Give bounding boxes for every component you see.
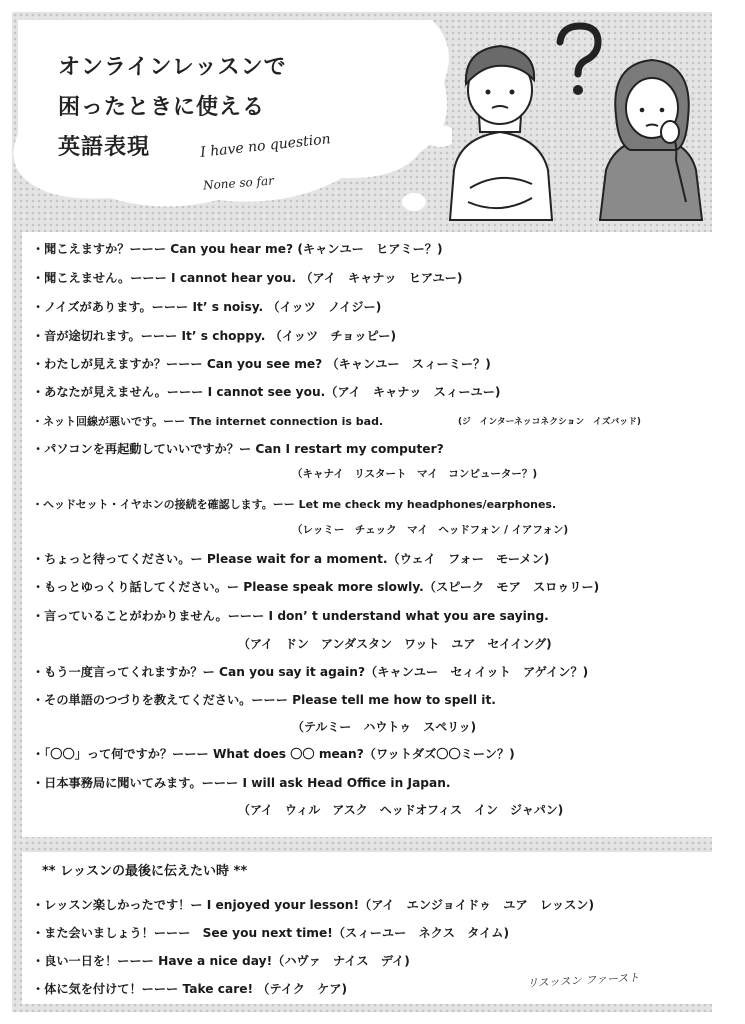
phrase-reading: （アイ ドン アンダスタン ワット ユア セイイング) (238, 637, 552, 651)
handwritten-note-3: リスッスン ファースト (526, 971, 640, 990)
phrase-reading: （テルミー ハウトゥ スペリッ) (292, 720, 477, 734)
phrase-line: ・聞こえますか？ーーー Can you hear me? (キャンユー ヒアミー？) (32, 242, 443, 256)
closing-line: ・良い一日を！ーーー Have a nice day!（ハヴァ ナイス デイ) (32, 954, 410, 968)
phrase-line: ・言っていることがわかりません。ーーー I don’ t understand what you are saying. (32, 609, 549, 623)
handwritten-note-2: None so far (202, 173, 275, 193)
closing-line: ・体に気を付けて！ーーー Take care! （テイク ケア) (32, 982, 348, 996)
phrase-line: ・日本事務局に聞いてみます。ーーー I will ask Head Office in Japan. (32, 776, 451, 790)
woman-figure (600, 60, 702, 220)
phrase-reading: （キャナイ リスタート マイ コンピューター？) (292, 468, 538, 480)
handwritten-note-1: I have no question (199, 131, 332, 161)
phrase-line: ・ノイズがあります。ーーー It’ s noisy. （イッツ ノイジー) (32, 300, 382, 314)
question-mark-icon (560, 26, 598, 95)
phrase-line: ・音が途切れます。ーーー It’ s choppy. （イッツ チョッピー) (32, 329, 397, 343)
closing-heading: ** レッスンの最後に伝えたい時 ** (42, 864, 248, 879)
closing-line: ・また会いましょう！ーーー See you next time!（スィーユー ネクス タイム) (32, 926, 510, 940)
phrase-line: ・ちょっと待ってください。ー Please wait for a moment.（ウェイ フォー モーメン) (32, 552, 550, 566)
phrase-line: ・ネット回線が悪いです。ーー The internet connection is bad. (32, 415, 384, 428)
confused-people-illustration (440, 20, 712, 240)
phrase-line: ・もっとゆっくり話してください。ー Please speak more slowly.（スピーク モア スロゥリー) (32, 580, 600, 594)
title-line-2: 困ったときに使える (58, 95, 266, 120)
phrase-line: ・わたしが見えますか？ーーー Can you see me? （キャンユー スィーミー？) (32, 357, 491, 371)
phrase-line: ・あなたが見えません。ーーー I cannot see you.（アイ キャナッ スィーユー) (32, 385, 501, 399)
phrase-line: ・「〇〇」って何ですか？ーーー What does 〇〇 mean?（ワットダズ〇〇ミーン？) (32, 747, 515, 761)
phrase-line: ・もう一度言ってくれますか？ー Can you say it again?（キャンユー セィイット アゲイン？) (32, 665, 589, 679)
title-line-3: 英語表現 (58, 135, 151, 160)
closing-line: ・レッスン楽しかったです！ー I enjoyed your lesson!（アイ エンジョイドゥ ユア レッスン) (32, 898, 595, 912)
phrase-line: ・その単語のつづりを教えてください。ーーー Please tell me how to spell it. (32, 693, 496, 707)
title-line-1: オンラインレッスンで (58, 55, 287, 80)
man-figure (450, 46, 552, 220)
phrase-reading: (ジ インターネッコネクション イズバッド) (458, 417, 641, 427)
phrase-line: ・パソコンを再起動していいですか？ー Can I restart my computer? (32, 442, 444, 456)
phrase-reading: （レッミー チェック マイ ヘッドフォン / イアフォン) (292, 524, 569, 536)
phrase-line: ・ヘッドセット・イヤホンの接続を確認します。ーー Let me check my headphones/earphones. (32, 498, 557, 511)
phrase-reading: （アイ ウィル アスク ヘッドオフィス イン ジャパン) (238, 803, 564, 817)
phrase-line: ・聞こえません。ーーー I cannot hear you. （アイ キャナッ ヒアユー) (32, 271, 463, 285)
